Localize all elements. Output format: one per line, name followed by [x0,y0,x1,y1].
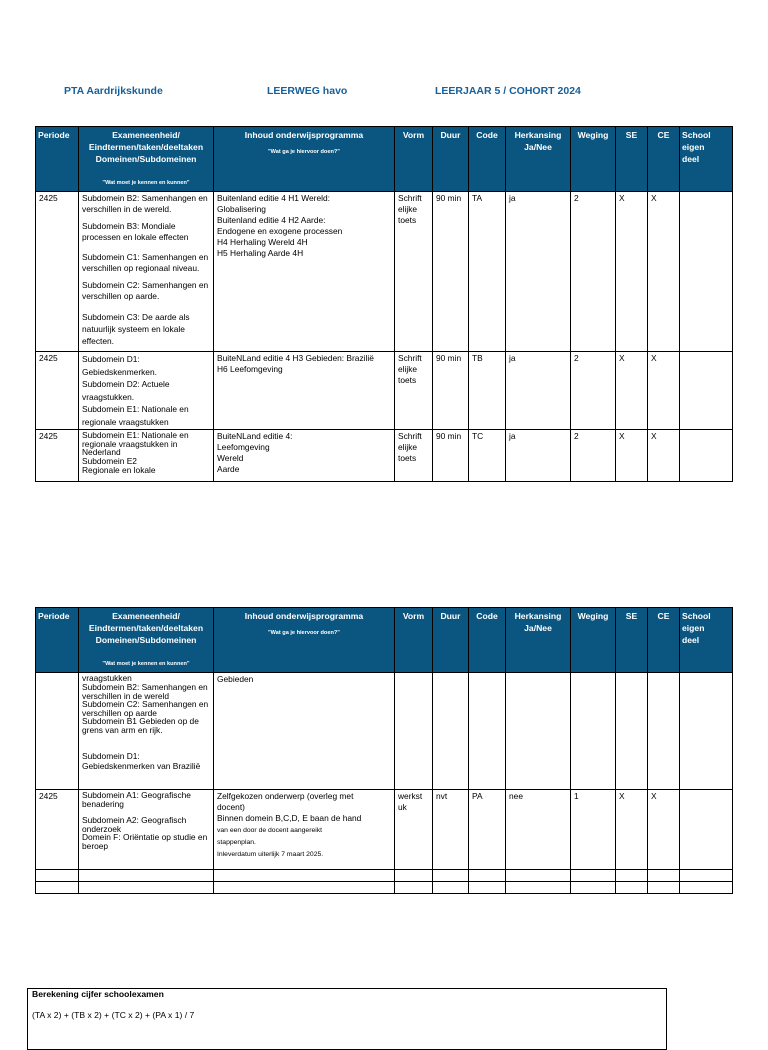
table-row [36,430,733,482]
domein-line: Subdomein B2: Samenhangen en [82,682,208,692]
cell-ce: X [648,790,680,870]
col-periode: Periode [36,127,79,192]
inhoud-line: Buitenland editie 4 H2 Aarde: [217,215,326,225]
inhoud-line: H5 Herhaling Aarde 4H [217,248,304,258]
leerjaar-title: LEERJAAR 5 / COHORT 2024 [435,85,581,97]
col-school-eigen-deel [680,127,733,192]
domein-line: Subdomein D1: [82,354,140,364]
col-exam-line3: Domeinen/Subdomeinen [95,635,197,645]
cell-code: TB [469,352,506,430]
inhoud-line: BuiteNLand editie 4: [217,431,293,441]
table-header-row [36,127,733,192]
inhoud-line: Globalisering [217,204,266,214]
cell-herkansing: ja [506,430,571,482]
col-exam-sub: "Wat moet je kennen en kunnen" [102,661,190,667]
berekening-formula: (TA x 2) + (TB x 2) + (TC x 2) + (PA x 1) / 7 [32,1010,195,1020]
col-inhoud [214,127,395,192]
col-exam-line2: Eindtermen/taken/deeltaken [88,142,204,152]
domein-line: onderzoek [82,823,122,834]
col-school-line1: School [682,611,711,621]
col-vorm: Vorm [395,608,433,673]
cell-school [680,790,733,870]
vorm-line: uk [398,802,407,812]
vorm-line: elijke [398,364,418,374]
cell-inhoud [214,352,395,430]
cell-ce: X [648,430,680,482]
col-exam-line1: Exameneenheid/ [112,130,180,140]
cell-ce [648,673,680,790]
cell-se: X [616,352,648,430]
vorm-line: werkst [398,791,423,801]
inhoud-line: stappenplan. [217,839,256,846]
domein-line: Subdomein E1: Nationale en [82,430,189,440]
cell-inhoud [214,430,395,482]
domein-line: Subdomein C3: De aarde als natuurlijk systeem en lokale effecten. [82,312,190,346]
domein-line: Subdomein B3: Mondiale processen en lokale effecten [82,221,189,242]
col-herkansing-line2: Ja/Nee [524,623,552,633]
domein-line: verschillen op aarde [82,707,157,718]
col-herkansing-line1: Herkansing [514,611,562,621]
col-herkansing-line1: Herkansing [514,130,562,140]
cell-vorm [395,430,433,482]
col-weging: Weging [571,608,616,673]
inhoud-line: Inleverdatum uiterlijk 7 maart 2025. [217,851,324,858]
cell-duur: 90 min [433,192,469,352]
cell-se [616,673,648,790]
vorm-line: toets [398,215,417,225]
vorm-line: Schrift [398,353,422,363]
domein-line: Subdomein E2 [82,455,137,466]
cell-se: X [616,430,648,482]
cell-domeinen [79,192,214,352]
col-se: SE [616,127,648,192]
cell-periode: 2425 [36,790,79,870]
table-row [36,192,733,352]
domein-line: beroep [82,840,109,851]
domein-line: vraagstukken. [82,391,135,402]
domein-line: Subdomein A1: Geografische [82,790,191,800]
cell-periode: 2425 [36,192,79,352]
domein-line: Gebiedskenmerken van Brazilië [82,761,201,771]
col-school-line2: eigen [682,142,705,152]
domein-line: Subdomein E1: Nationale en [82,404,189,414]
cell-weging: 2 [571,192,616,352]
domein-line: regionale vraagstukken in [82,438,178,449]
col-exam-line3: Domeinen/Subdomeinen [95,154,197,164]
vorm-line: Schrift [398,431,422,441]
table-row [36,790,733,870]
cell-school [680,352,733,430]
domein-line: verschillen in de wereld [82,690,170,701]
col-herkansing [506,608,571,673]
inhoud-line: Leefomgeving [217,442,270,452]
vorm-line: Schrift [398,193,422,203]
cell-domeinen [79,790,214,870]
col-ce: CE [648,127,680,192]
domein-line: Subdomein D1: [82,751,140,761]
domein-line: Subdomein A2: Geografisch [82,815,187,825]
cell-vorm [395,673,433,790]
cell-periode [36,673,79,790]
inhoud-line: Wereld [217,453,244,463]
col-exam-line1: Exameneenheid/ [112,611,180,621]
cell-herkansing: ja [506,192,571,352]
vorm-line: elijke [398,204,418,214]
col-exam-line2: Eindtermen/taken/deeltaken [88,623,204,633]
domein-line: Subdomein C2: Samenhangen en [82,699,209,709]
cell-duur: 90 min [433,352,469,430]
table-row-empty [36,882,733,894]
cell-code [469,673,506,790]
leerweg-title: LEERWEG havo [267,85,348,97]
cell-inhoud: Gebieden [214,673,395,790]
cell-ce: X [648,352,680,430]
cell-school [680,430,733,482]
berekening-box [27,988,667,1050]
col-exam-sub: "Wat moet je kennen en kunnen" [102,180,190,186]
table-row [36,352,733,430]
col-code: Code [469,608,506,673]
domein-line: Domein F: Oriëntatie op studie en [82,832,208,842]
col-herkansing [506,127,571,192]
col-periode: Periode [36,608,79,673]
berekening-title: Berekening cijfer schoolexamen [32,989,164,999]
cell-inhoud [214,790,395,870]
col-se: SE [616,608,648,673]
table-header-row [36,608,733,673]
col-exameneenheid [79,127,214,192]
col-vorm: Vorm [395,127,433,192]
cell-duur: 90 min [433,430,469,482]
col-school-line1: School [682,130,711,140]
cell-domeinen [79,430,214,482]
cell-ce: X [648,192,680,352]
domein-line: Subdomein C1: Samenhangen en verschillen op regionaal niveau. [82,252,209,273]
domein-line: vraagstukken [82,673,132,683]
cell-code: TC [469,430,506,482]
cell-herkansing [506,673,571,790]
subject-title: PTA Aardrijkskunde [64,85,163,97]
inhoud-line: H4 Herhaling Wereld 4H [217,237,308,247]
cell-weging: 2 [571,352,616,430]
inhoud-line: Endogene en exogene processen [217,226,343,236]
col-school-line3: deel [682,154,700,164]
col-herkansing-line2: Ja/Nee [524,142,552,152]
cell-weging [571,673,616,790]
cell-herkansing: ja [506,352,571,430]
cell-school [680,192,733,352]
vorm-line: toets [398,453,417,463]
domein-line: benadering [82,798,124,809]
col-inhoud-sub: "Wat ga je hiervoor doen?" [268,630,340,636]
col-weging: Weging [571,127,616,192]
col-duur: Duur [433,608,469,673]
cell-school [680,673,733,790]
domein-line: regionale vraagstukken [82,416,169,427]
col-school-line3: deel [682,635,700,645]
col-exameneenheid [79,608,214,673]
domein-line: Subdomein C2: Samenhangen en verschillen op aarde. [82,280,209,301]
cell-periode: 2425 [36,352,79,430]
inhoud-line: Binnen domein B,C,D, E baan de hand [217,813,362,823]
domein-line: Regionale en lokale [82,465,156,475]
cell-herkansing: nee [506,790,571,870]
cell-duur [433,673,469,790]
domein-line: Subdomein B1 Gebieden op de [82,716,199,726]
col-inhoud [214,608,395,673]
domein-line: Nederland [82,447,121,457]
col-inhoud-sub: "Wat ga je hiervoor doen?" [268,149,340,155]
col-code: Code [469,127,506,192]
col-inhoud-label: Inhoud onderwijsprogramma [244,611,364,621]
pta-table-1 [35,126,733,482]
table-row-empty [36,870,733,882]
pta-table-2 [35,607,733,894]
col-inhoud-label: Inhoud onderwijsprogramma [244,130,364,140]
cell-duur: nvt [433,790,469,870]
cell-periode: 2425 [36,430,79,482]
vorm-line: toets [398,375,417,385]
col-school-eigen-deel [680,608,733,673]
domein-line: Gebiedskenmerken. [82,366,157,377]
domein-line: grens van arm en rijk. [82,724,163,735]
vorm-line: elijke [398,442,418,452]
cell-vorm [395,352,433,430]
inhoud-line: Aarde [217,464,240,474]
inhoud-line: van een door de docent aangereikt [217,827,323,834]
cell-code: PA [469,790,506,870]
cell-weging: 2 [571,430,616,482]
cell-code: TA [469,192,506,352]
cell-se: X [616,790,648,870]
domein-line: Subdomein D2: Actuele [82,379,170,389]
inhoud-line: Zelfgekozen onderwerp (overleg met [217,791,354,801]
inhoud-line: BuiteNLand editie 4 H3 Gebieden: Brazilië [217,353,374,363]
cell-se: X [616,192,648,352]
table-row [36,673,733,790]
cell-domeinen [79,673,214,790]
cell-vorm [395,192,433,352]
cell-domeinen [79,352,214,430]
cell-weging: 1 [571,790,616,870]
col-school-line2: eigen [682,623,705,633]
col-duur: Duur [433,127,469,192]
inhoud-line: Buitenland editie 4 H1 Wereld: [217,193,330,203]
cell-vorm [395,790,433,870]
col-ce: CE [648,608,680,673]
domein-line: Subdomein B2: Samenhangen en verschillen in de wereld. [82,193,208,214]
cell-inhoud [214,192,395,352]
inhoud-line: H6 Leefomgeving [217,364,283,374]
inhoud-line: docent) [217,802,245,812]
